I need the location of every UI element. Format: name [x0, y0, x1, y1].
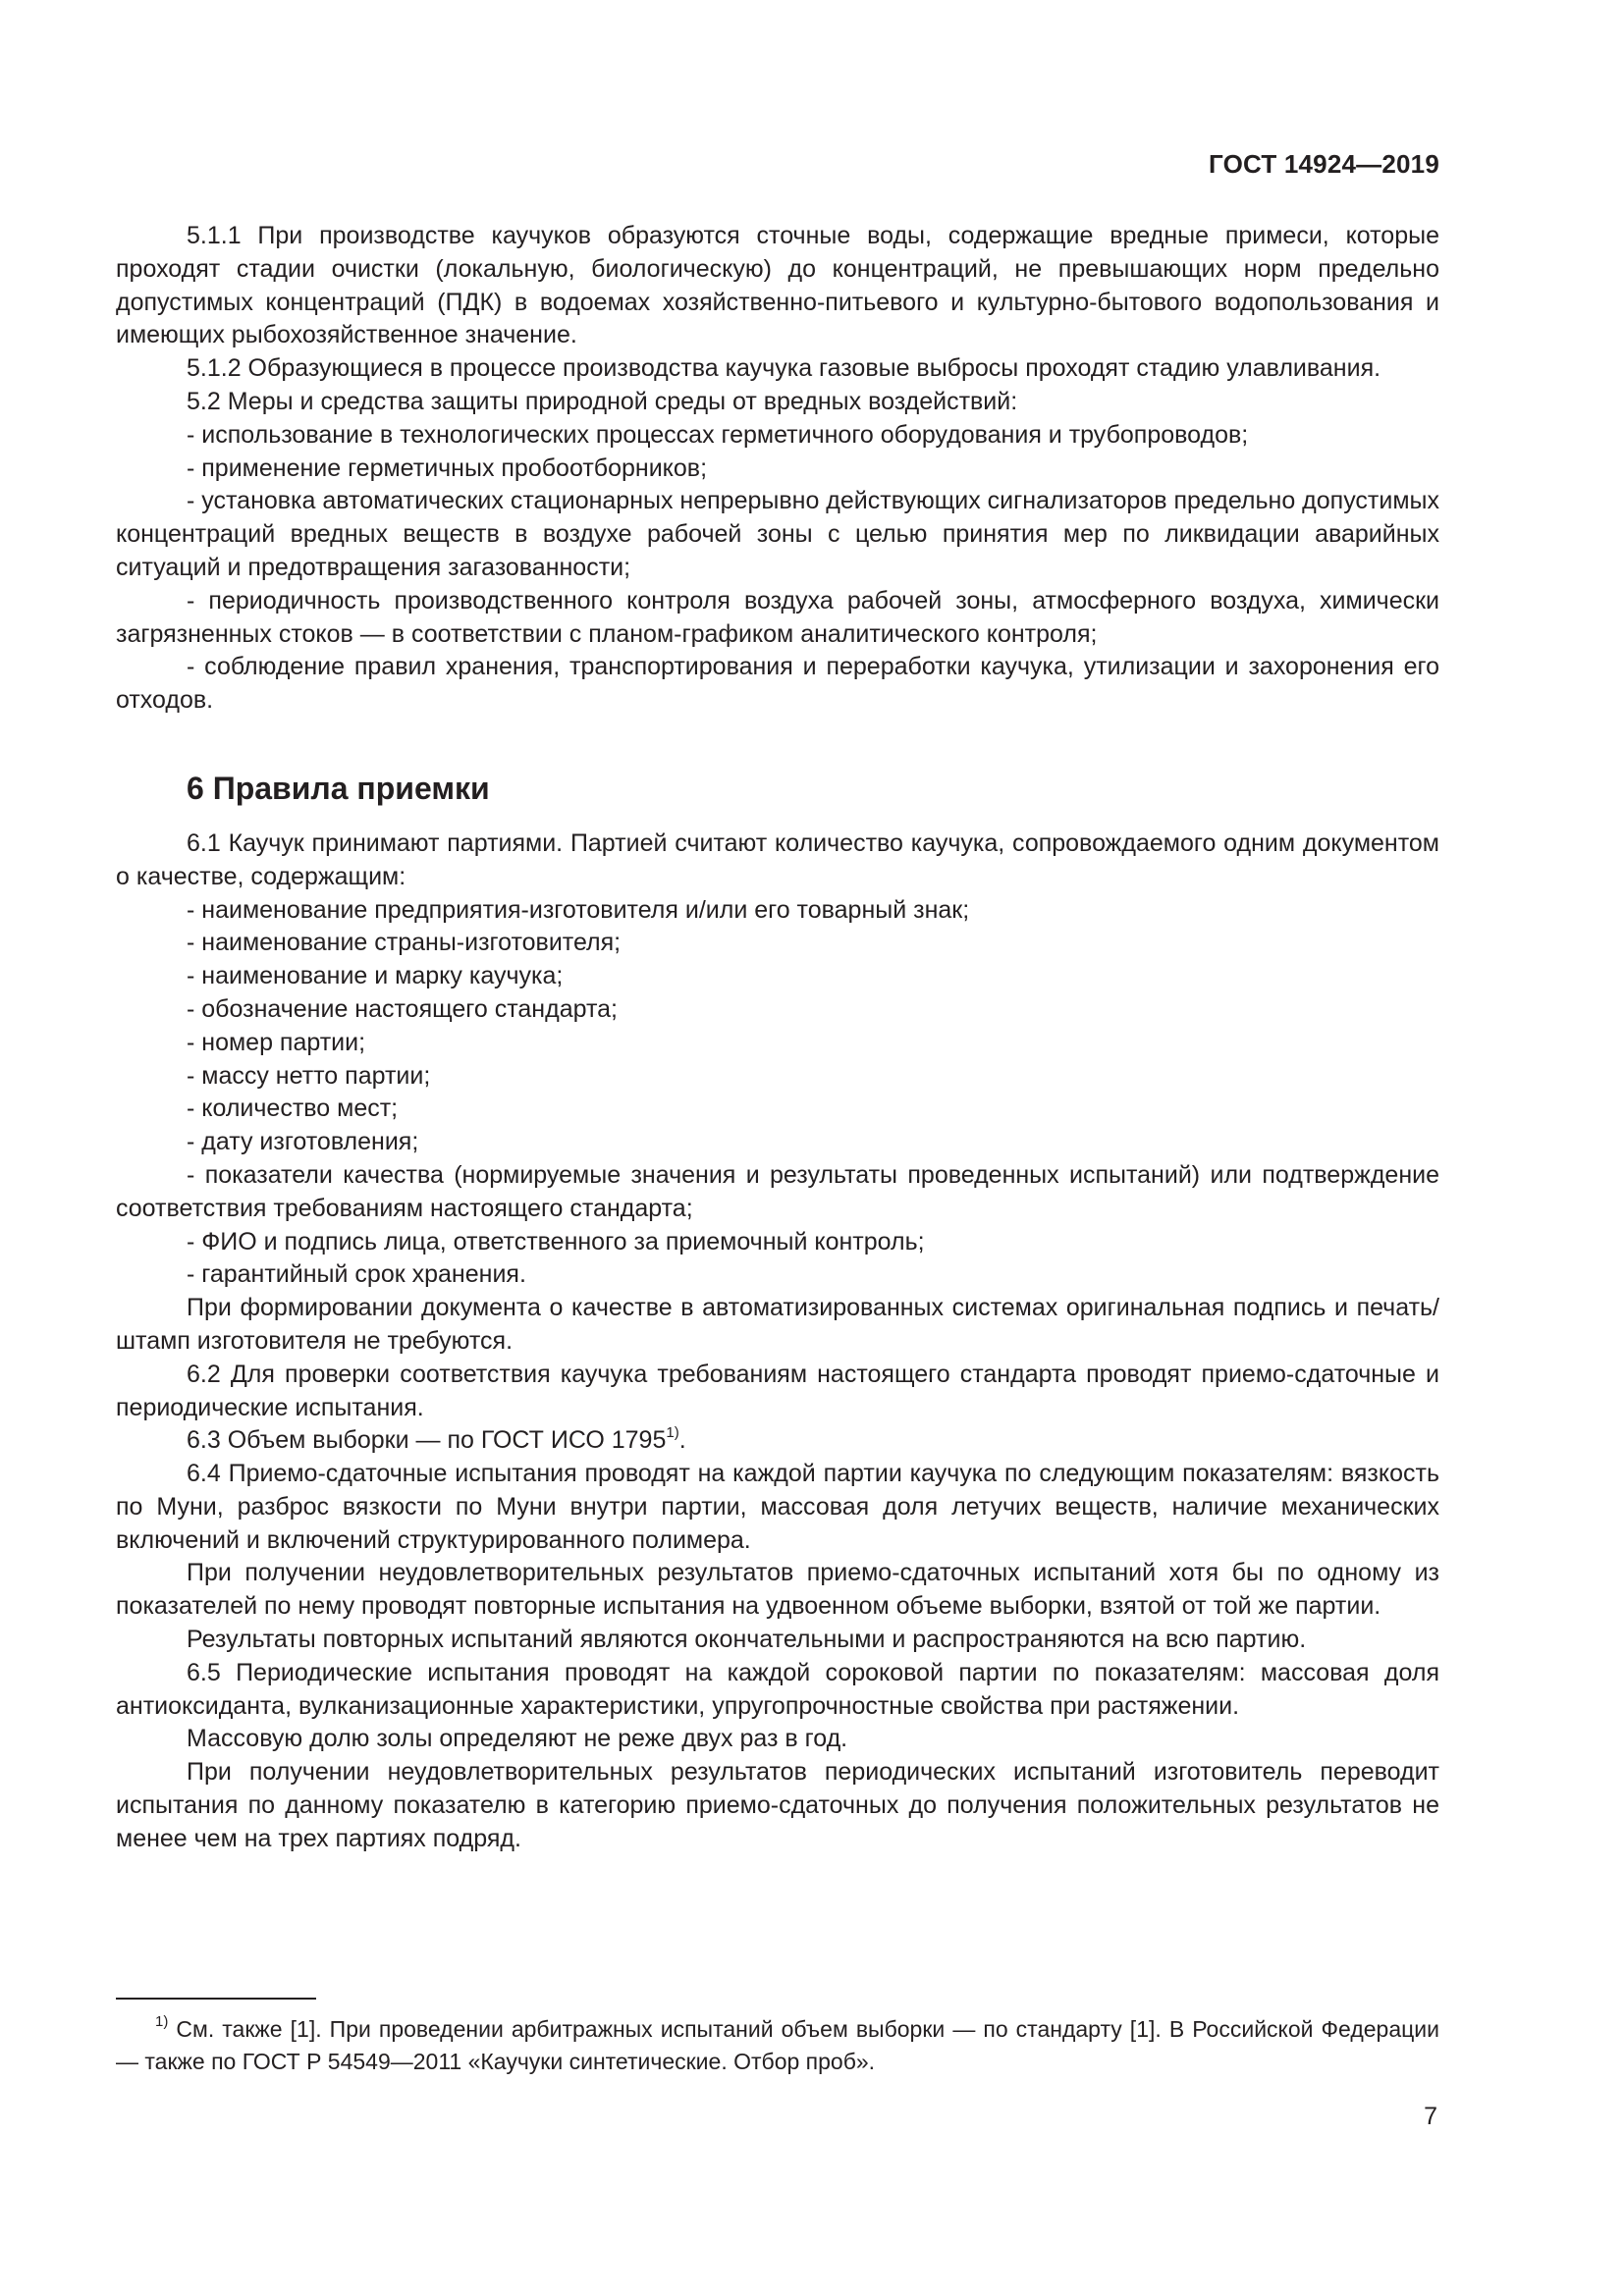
- paragraph: При получении неудовлетворительных результатов периодических испытаний изготовитель переводит испытания по данному показателю в категорию приемо-сдаточных до получения положительных результатов не менее чем на трех партиях подряд.: [116, 1758, 1439, 1852]
- list-item: - периодичность производственного контроля воздуха рабочей зоны, атмосферного воздуха, химически загрязненных стоков — в соответствии с планом-графиком аналитического контроля;: [116, 586, 1439, 648]
- list-item: - наименование предприятия-изготовителя и/или его товарный знак;: [187, 895, 970, 924]
- paragraph-6-3-end: .: [678, 1426, 686, 1455]
- list-item: - установка автоматических стационарных непрерывно действующих сигнализаторов предельно допустимых концентраций вредных веществ в воздухе рабочей зоны с целью принятия мер по ликвидации аварийных ситуаций и предотвращения загазованности;: [116, 487, 1439, 581]
- list-item: - номер партии;: [187, 1028, 366, 1056]
- paragraph: При получении неудовлетворительных результатов приемо-сдаточных испытаний хотя бы по одному из показателей по нему проводят повторные испытания на удвоенном объеме выборки, взятой от той же партии.: [116, 1559, 1439, 1621]
- paragraph: 6.4 Приемо-сдаточные испытания проводят на каждой партии каучука по следующим показателям: вязкость по Муни, разброс вязкости по Муни внутри партии, массовая доля летучих веществ, наличие механических включений и включений структурированного полимера.: [116, 1460, 1439, 1554]
- list-item: - ФИО и подпись лица, ответственного за приемочный контроль;: [187, 1227, 925, 1255]
- list-item: - наименование и марку каучука;: [187, 962, 564, 990]
- page-number: 7: [1424, 2103, 1437, 2130]
- list-item: - дату изготовления;: [187, 1128, 419, 1156]
- paragraph: 5.1.2 Образующиеся в процессе производства каучука газовые выбросы проходят стадию улавливания.: [187, 354, 1381, 383]
- paragraph: 6.5 Периодические испытания проводят на каждой сороковой партии по показателям: массовая доля антиоксиданта, вулканизационные характеристики, упругопрочностные свойства при растяжении.: [116, 1658, 1439, 1720]
- list-item: - массу нетто партии;: [187, 1061, 431, 1090]
- paragraph-6-3-text: 6.3 Объем выборки — по ГОСТ ИСО 1795: [187, 1426, 667, 1455]
- list-item: - количество мест;: [187, 1095, 399, 1123]
- paragraph: При формировании документа о качестве в автоматизированных системах оригинальная подпись и печать/штамп изготовителя не требуются.: [116, 1294, 1439, 1355]
- section-heading: 6 Правила приемки: [187, 770, 490, 806]
- paragraph-6-3: [116, 1424, 1439, 1458]
- footnote: [116, 2013, 1439, 2078]
- list-item: - соблюдение правил хранения, транспортирования и переработки каучука, утилизации и захоронения его отходов.: [116, 653, 1439, 715]
- list-item: - наименование страны-изготовителя;: [187, 929, 622, 957]
- paragraph: Массовую долю золы определяют не реже двух раз в год.: [187, 1725, 848, 1753]
- footnote-divider: [116, 1998, 316, 2000]
- paragraph: 5.2 Меры и средства защиты природной среды от вредных воздействий:: [187, 387, 1018, 415]
- document-header-id: ГОСТ 14924—2019: [1209, 149, 1439, 179]
- list-item: - показатели качества (нормируемые значения и результаты проведенных испытаний) или подтверждение соответствия требованиям настоящего стандарта;: [116, 1160, 1439, 1222]
- document-body: [116, 220, 1439, 1856]
- footnote-text: См. также [1]. При проведении арбитражных испытаний объем выборки — по стандарту [1]. В Российской Федерации — также по ГОСТ Р 54549—2011 «Каучуки синтетические. Отбор проб».: [116, 2016, 1439, 2074]
- list-item: - использование в технологических процессах герметичного оборудования и трубопроводов;: [187, 420, 1249, 449]
- paragraph: Результаты повторных испытаний являются окончательными и распространяются на всю партию.: [187, 1626, 1307, 1654]
- footnote-mark: 1): [155, 2013, 169, 2031]
- list-item: - применение герметичных пробоотборников;: [187, 454, 708, 482]
- list-item: - гарантийный срок хранения.: [187, 1260, 526, 1289]
- footnote-reference[interactable]: 1): [666, 1423, 679, 1441]
- list-item: - обозначение настоящего стандарта;: [187, 994, 618, 1023]
- paragraph: 5.1.1 При производстве каучуков образуются сточные воды, содержащие вредные примеси, которые проходят стадии очистки (локальную, биологическую) до концентраций, не превышающих норм предельно допустимых концентраций (ПДК) в водоемах хозяйственно-питьевого и культурно-бытового водопользования и имеющих рыбохозяйственное значение.: [116, 222, 1439, 349]
- paragraph: 6.1 Каучук принимают партиями. Партией считают количество каучука, сопровождаемого одним документом о качестве, содержащим:: [116, 828, 1439, 890]
- paragraph: 6.2 Для проверки соответствия каучука требованиям настоящего стандарта проводят приемо-сдаточные и периодические испытания.: [116, 1360, 1439, 1421]
